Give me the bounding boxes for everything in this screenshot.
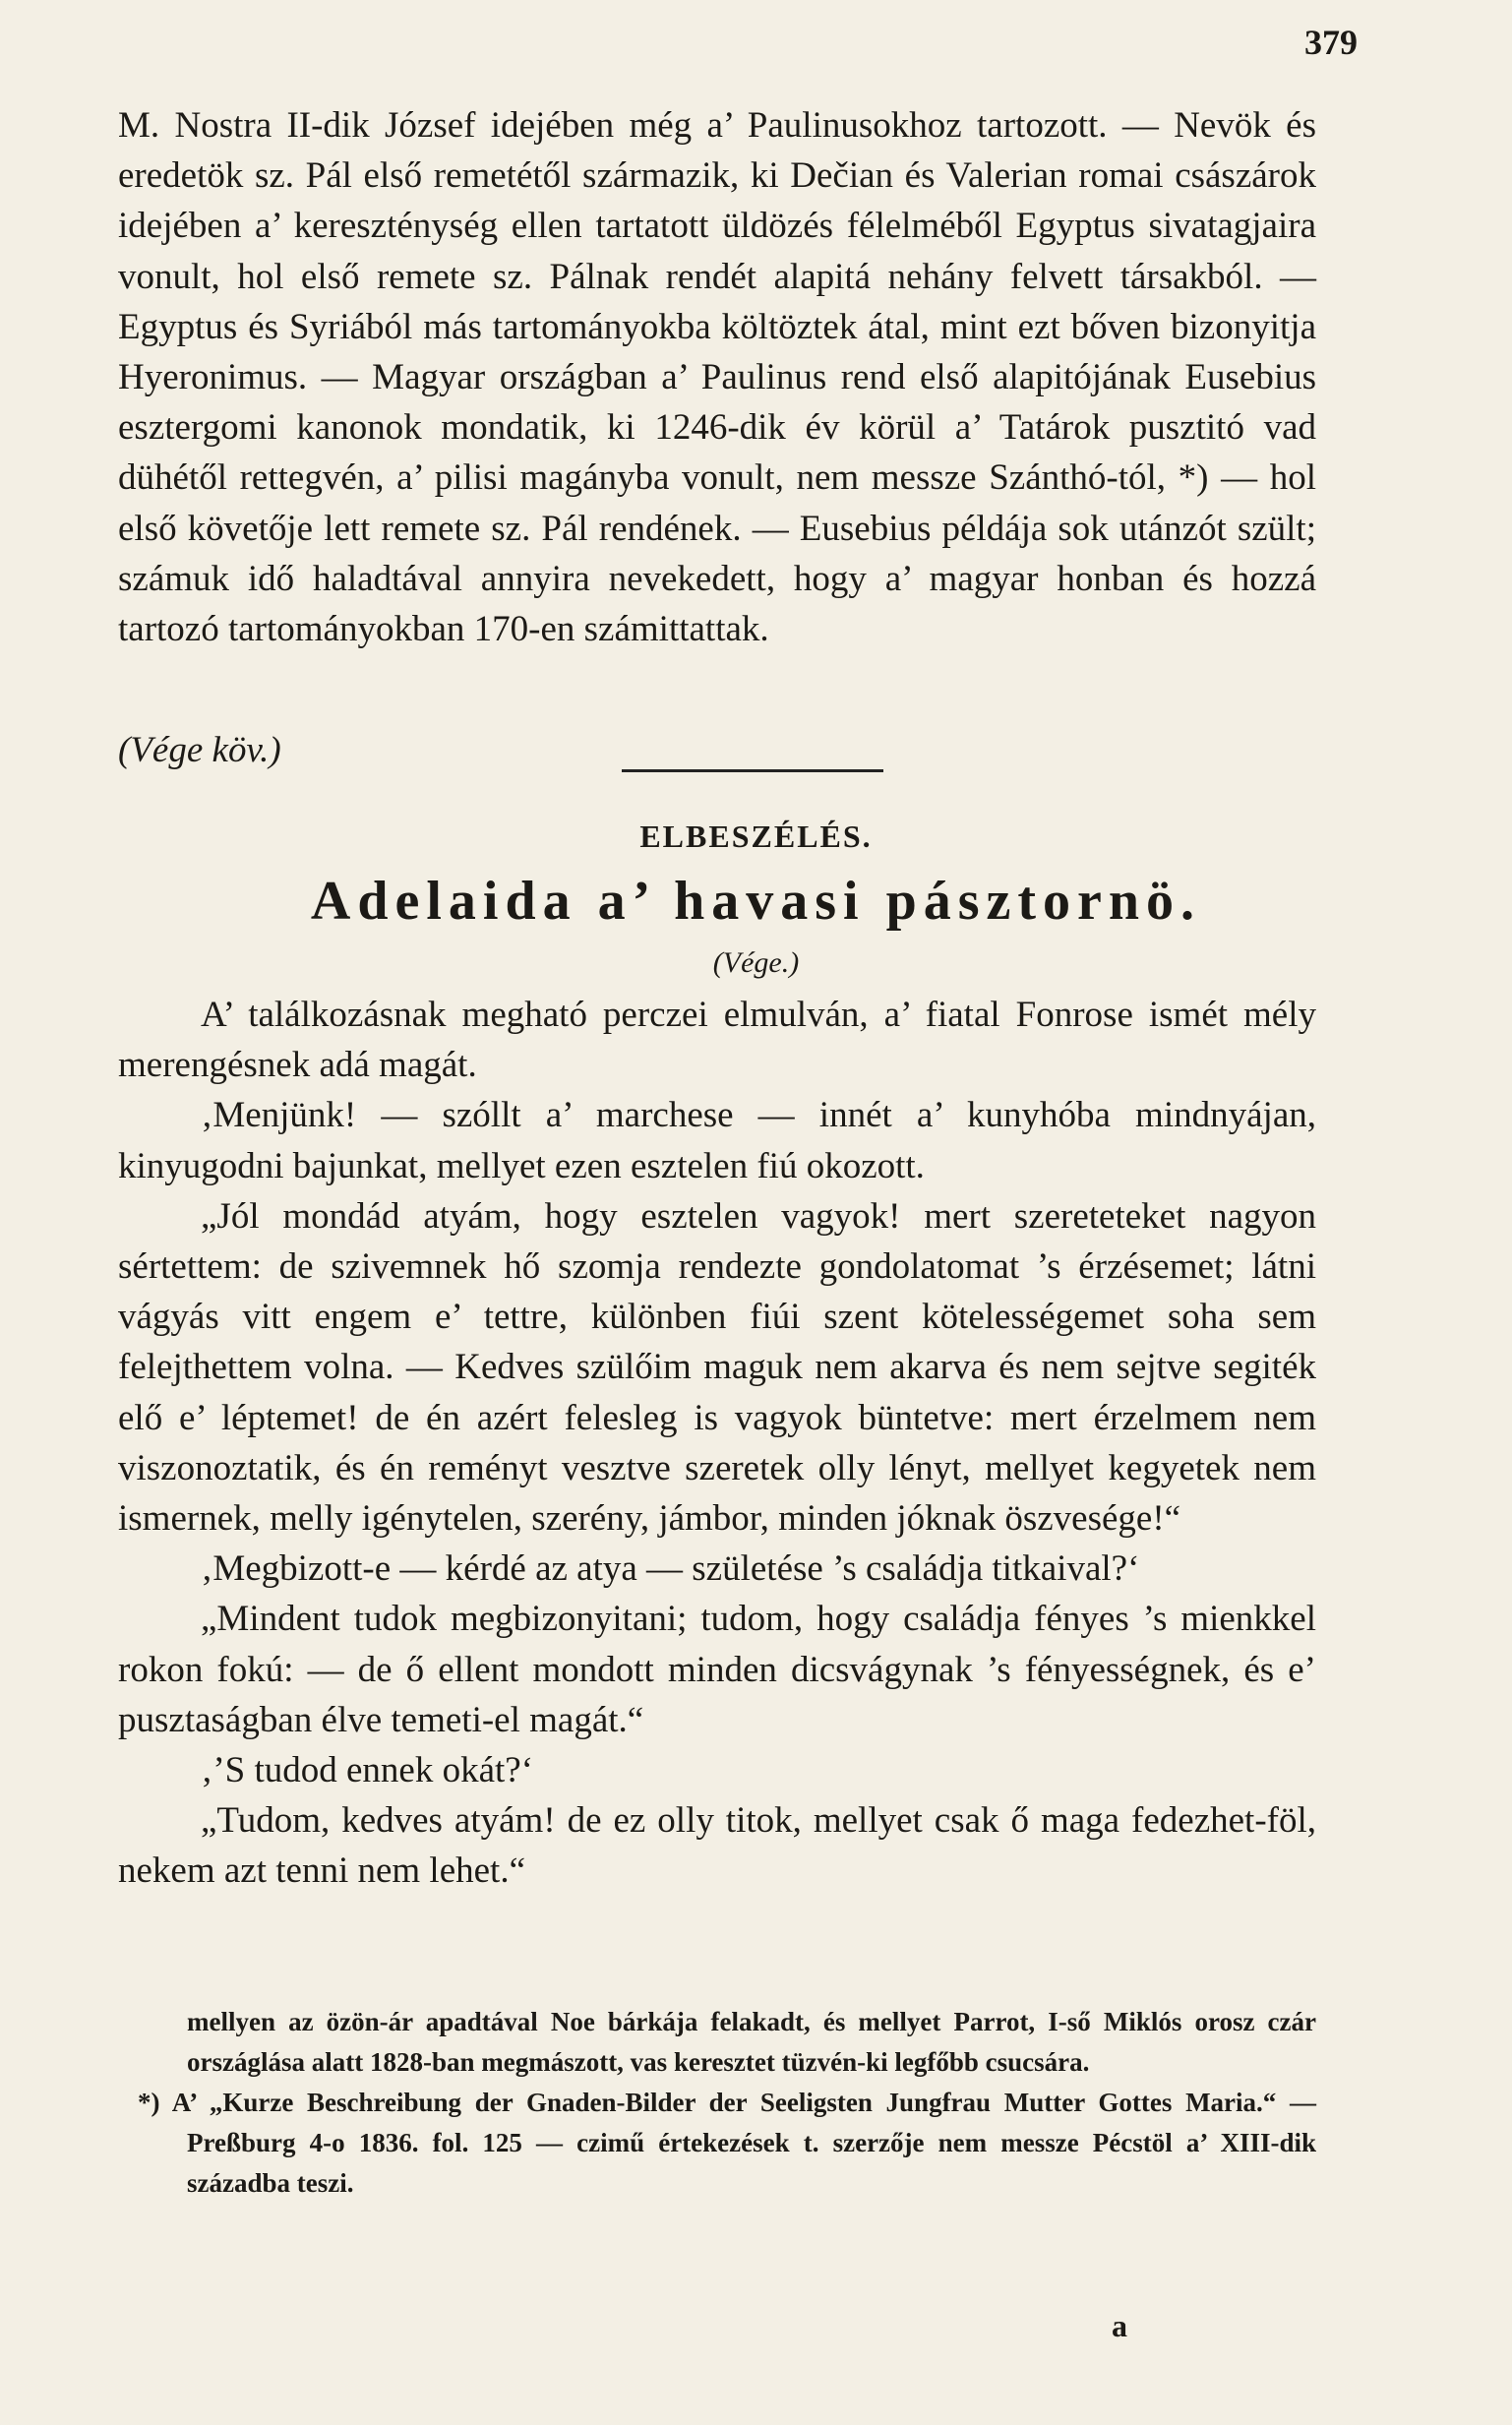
story-paragraph: ‚’S tudod ennek okát?‘ <box>201 1750 534 1791</box>
story-genre-label: ELBESZÉLÉS. <box>639 818 873 854</box>
page-number: 379 <box>1304 23 1358 62</box>
story-paragraph: ‚Megbizott-e — kérdé az atya — születése ’s családja titkaival?‘ <box>201 1548 1140 1590</box>
story-subtitle: (Vége.) <box>712 946 800 979</box>
footnote-star: *) A’ „Kurze Beschreibung der Gnaden-Bilder der Seeligsten Jungfrau Mutter Gottes Maria.“ — Preßburg 4-o 1836. fol. 125 — czimű értekezések t. szerzője nem messze Pécstöl a’ XIII-dik századba teszi. <box>138 2088 1316 2198</box>
story-paragraph: „Mindent tudok megbizonyitani; tudom, hogy családja fényes ’s mienkkel rokon fokú: — de ő ellent mondott minden dicsvágynak ’s fényességnek, és e’ pusztaságban élve temeti-el magát.“ <box>118 1599 1316 1740</box>
footnotes <box>118 2002 1316 2204</box>
story-body <box>118 990 1316 1897</box>
story-paragraph: ‚Menjünk! — szóllt a’ marchese — innét a’ kunyhóba mindnyájan, kinyugodni bajunkat, mellyet ezen esztelen fiú okozott. <box>118 1095 1316 1186</box>
signature-mark: a <box>1112 2308 1127 2343</box>
section-1-paragraph: M. Nostra II-dik József idejében még a’ Paulinusokhoz tartozott. — Nevök és eredetök sz. Pál első remetétől származik, ki Dečian és Valerian romai császárok idejében a’ kereszténység ellen tartatott üldözés félelméből Egyptus sivatagjaira vonult, hol első remete sz. Pálnak rendét alapitá nehány felvett társakból. — Egyptus és Syriából más tartományokba költöztek átal, mint ezt bőven bizonyitja Hyeronimus. — Magyar országban a’ Paulinus rend első alapitójának Eusebius esztergomi kanonok mondatik, ki 1246-dik év körül a’ Tatárok pusztitó vad dühétől rettegvén, a’ pilisi magányba vonult, nem messze Szánthó-tól, *) — hol első követője lett remete sz. Pál rendének. — Eusebius példája sok utánzót szült; számuk idő haladtával annyira nevekedett, hogy a’ magyar honban és hozzá tartozó tartományokban 170-en számittattak. <box>118 105 1316 650</box>
story-paragraph: A’ találkozásnak megható perczei elmulván, a’ fiatal Fonrose ismét mély merengésnek adá magát. <box>118 995 1316 1086</box>
story-paragraph: „Tudom, kedves atyám! de ez olly titok, mellyet csak ő maga fedezhet-föl, nekem azt tenni nem lehet.“ <box>118 1800 1316 1892</box>
vege-kov: (Vége köv.) <box>118 730 281 770</box>
footnote-continuation: mellyen az özön-ár apadtával Noe bárkája felakadt, és mellyet Parrot, I-ső Miklós orosz czár országlása alatt 1828-ban megmászott, vas keresztet tüzvén-ki legfőbb csucsára. <box>187 2007 1316 2077</box>
story-paragraph: „Jól mondád atyám, hogy esztelen vagyok! mert szereteteket nagyon sértettem: de szivemnek hő szomja rendezte gondolatomat ’s érzésemet; látni vágyás vitt engem e’ tettre, különben fiúi szent kötelességemet soha sem felejthettem volna. — Kedves szülőim maguk nem akarva és nem sejtve segiték elő e’ léptemet! de én azért felesleg is vagyok büntetve: mert érzelmem nem viszonoztatik, és én reményt vesztve szeretek olly lényt, mellyet kegyetek nem ismernek, melly igénytelen, szerény, jámbor, minden jóknak öszvesége!“ <box>118 1195 1316 1540</box>
separator-rule <box>622 769 883 772</box>
continuation-note <box>118 729 281 771</box>
story-title: Adelaida a’ havasi pásztornö. <box>310 871 1202 932</box>
section-1 <box>118 100 1316 654</box>
